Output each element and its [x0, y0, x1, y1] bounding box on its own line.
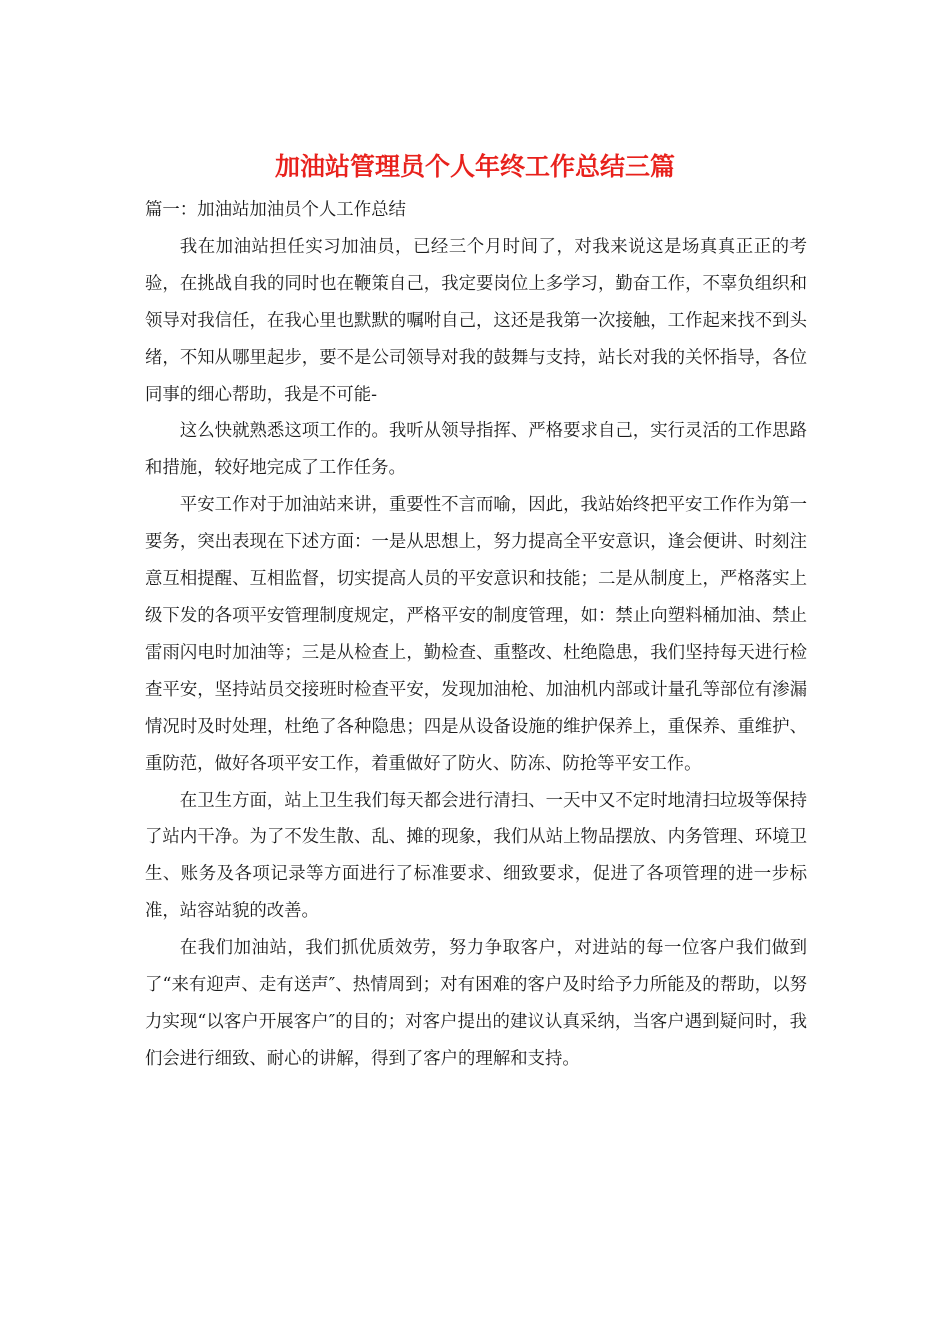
document-body	[145, 192, 807, 1078]
paragraph-2: 这么快就熟悉这项工作的。我听从领导指挥、严格要求自己，实行灵活的工作思路和措施，较好地完成了工作任务。	[145, 421, 807, 479]
paragraph-5: 在我们加油站，我们抓优质效劳，努力争取客户，对进站的每一位客户我们做到了“来有迎声、走有送声″、热情周到；对有困难的客户及时给予力所能及的帮助，以努力实现“以客户开展客户″的目的；对客户提出的建议认真采纳，当客户遇到疑问时，我们会进行细致、耐心的讲解，得到了客户的理解和支持。	[145, 938, 807, 1069]
document-title: 加油站管理员个人年终工作总结三篇	[274, 152, 675, 181]
paragraph-4: 在卫生方面，站上卫生我们每天都会进行清扫、一天中又不定时地清扫垃圾等保持了站内干净。为了不发生散、乱、摊的现象，我们从站上物品摆放、内务管理、环境卫生、账务及各项记录等方面进行了标准要求、细致要求，促进了各项管理的进一步标准，站容站貌的改善。	[145, 790, 807, 922]
paragraph-1: 我在加油站担任实习加油员，已经三个月时间了，对我来说这是场真真正正的考验，在挑战自我的同时也在鞭策自己，我定要岗位上多学习，勤奋工作，不辜负组织和领导对我信任，在我心里也默默的嘱咐自己，这还是我第一次接触，工作起来找不到头绪，不知从哪里起步，要不是公司领导对我的鼓舞与支持，站长对我的关怀指导，各位同事的细心帮助，我是不可能-	[145, 236, 807, 405]
section-heading: 篇一：加油站加油员个人工作总结	[145, 200, 406, 220]
paragraph-3: 平安工作对于加油站来讲，重要性不言而喻，因此，我站始终把平安工作作为第一要务，突出表现在下述方面：一是从思想上，努力提高全平安意识，逢会便讲、时刻注意互相提醒、互相监督，切实提高人员的平安意识和技能；二是从制度上，严格落实上级下发的各项平安管理制度规定，严格平安的制度管理，如：禁止向塑料桶加油、禁止雷雨闪电时加油等；三是从检查上，勤检查、重整改、杜绝隐患，我们坚持每天进行检查平安，坚持站员交接班时检查平安，发现加油枪、加油机内部或计量孔等部位有渗漏情况时及时处理，杜绝了各种隐患；四是从设备设施的维护保养上，重保养、重维护、重防范，做好各项平安工作，着重做好了防火、防冻、防抢等平安工作。	[145, 495, 807, 774]
